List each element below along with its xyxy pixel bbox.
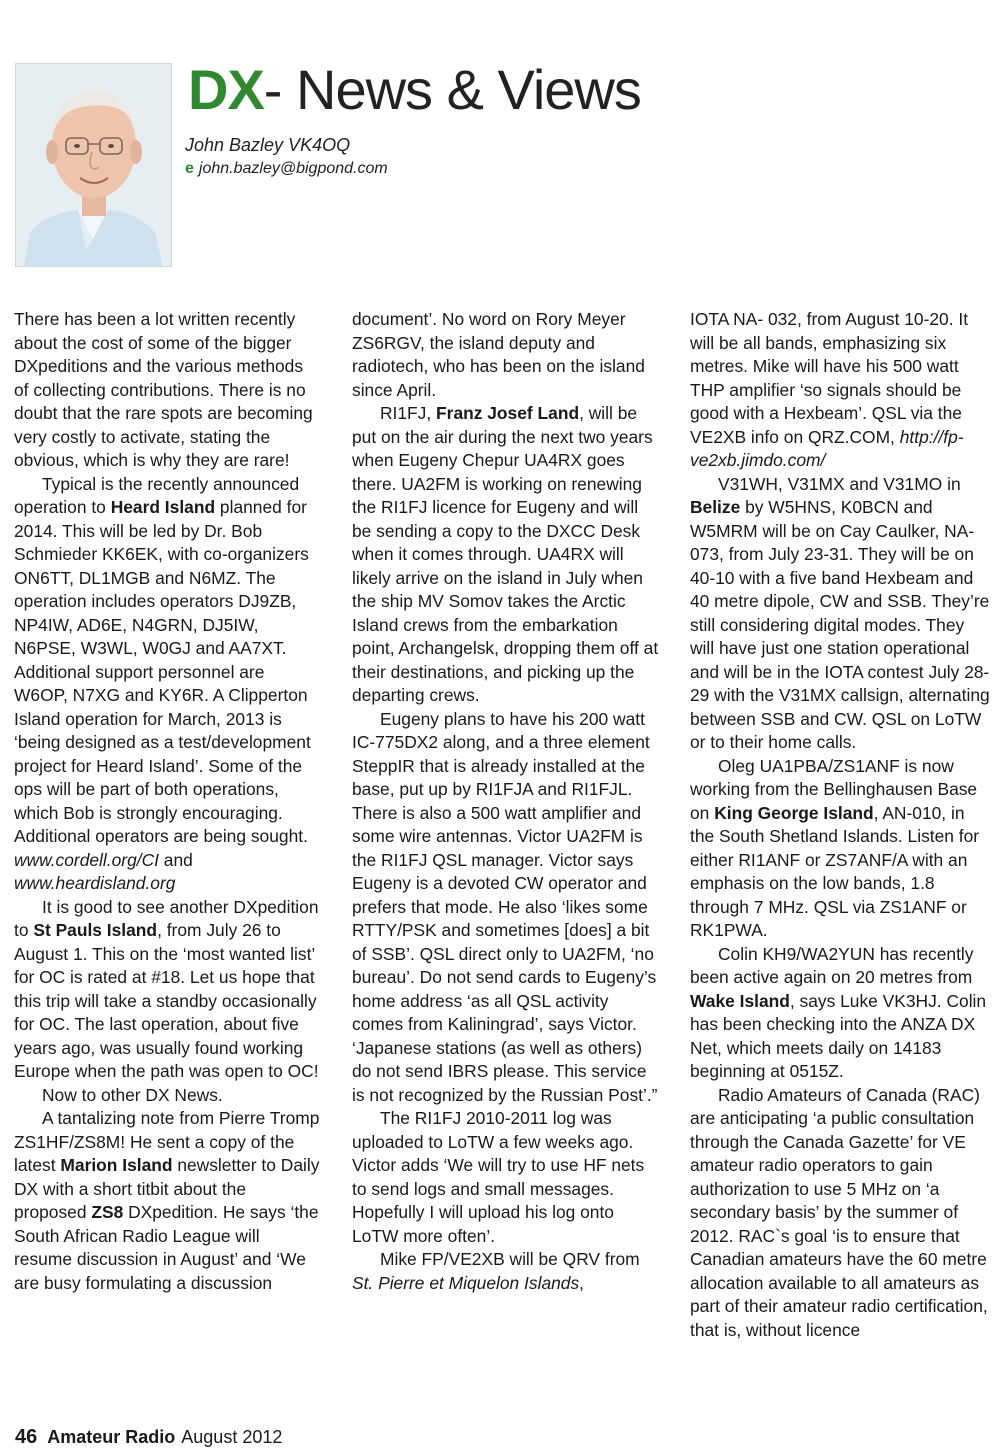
link-heardisland[interactable]: www.heardisland.org [14,873,176,893]
paragraph: RI1FJ, Franz Josef Land, will be put on the air during the next two years when Eugeny Chepur UA4RX goes there. UA2FM is working on renewing the RI1FJ licence for Eugeny and will be sending a copy to the DXCC Desk when it comes through. UA4RX will likely arrive on the island in July when the ship MV Somov takes the Arctic Island crews from the embarkation point, Archangelsk, dropping them off at their destinations, and picking up the departing crews. [352,403,659,705]
paragraph: Now to other DX News. [42,1084,223,1105]
page-footer [15,1426,282,1449]
author-portrait-image [16,64,171,266]
highlight-st-pierre: St. Pierre et Miquelon Islands [352,1272,580,1293]
highlight-wake-island: Wake Island [690,990,790,1011]
paragraph: Oleg UA1PBA/ZS1ANF is now working from the Bellinghausen Base on King George Island, AN-010, in the South Shetland Islands. Listen for either RI1ANF or ZS7ANF/A with an emphasis on the low bands, 1.8 through 7 MHz. QSL via ZS1ANF or RK1PWA. [690,755,980,940]
paragraph: A tantalizing note from Pierre Tromp ZS1HF/ZS8M! He sent a copy of the latest Marion Island newsletter to Daily DX with a short titbit about the proposed ZS8 DXpedition. He says ‘the South African Radio League will resume discussion in August’ and ‘We are busy formulating a discussion [14,1108,320,1293]
article-column-1 [14,308,322,1295]
highlight-marion-island: Marion Island [60,1155,173,1175]
title-dx: DX [188,58,264,121]
paragraph: Eugeny plans to have his 200 watt IC-775DX2 along, and a three element SteppIR that is already installed at the base, put up by RI1FJA and RI1FJL. There is also a 500 watt amplifier and some wire antennas. Victor UA2FM is the RI1FJ QSL manager. Victor says Eugeny is a devoted CW operator and prefers that mode. He also ‘likes some RTTY/PSK and sometimes [does] a bit of SSB’. QSL direct only to UA2FM, ‘no bureau’. Do not send cards to Eugeny’s home address ‘as all QSL activity comes from Kaliningrad’, says Victor. ‘Japanese stations (as well as others) do not send IBRS please. This service is not recognized by the Russian Post’.” [352,708,658,1105]
article-column-2 [352,308,660,1295]
highlight-king-george-island: King George Island [714,802,874,823]
paragraph: V31WH, V31MX and V31MO in Belize by W5HNS, K0BCN and W5MRM will be on Cay Caulker, NA-073, from July 23-31. They will be on 40-10 with a five band Hexbeam and 40 metre dipole, CW and SSB. They’re still considering digital modes. They will have just one station operational and will be in the IOTA contest July 28-29 with the V31MX callsign, alternating between SSB and CW. QSL on LoTW or to their home calls. [690,473,990,752]
highlight-st-pauls-island: St Pauls Island [33,920,158,940]
email-label: e [185,160,194,177]
page-number: 46 [15,1426,38,1448]
paragraph: Mike FP/VE2XB will be QRV from St. Pierre et Miquelon Islands, [352,1249,640,1293]
link-jimdo[interactable]: http://fp-ve2xb.jimdo.com/ [690,426,964,470]
author-name: John Bazley VK4OQ [185,135,351,155]
paragraph: Typical is the recently announced operation to Heard Island planned for 2014. This will be led by Dr. Bob Schmieder KK6EK, with co-organizers ON6TT, DL1MGB and N6MZ. The operation includes operators DJ9ZB, NP4IW, AD6E, N4GRN, DJ5IW, N6PSE, W3WL, W0GJ and AA7XT. Additional support personnel are W6OP, N7XG and KY6R. A Clipperton Island operation for March, 2013 is ‘being designed as a test/development project for Heard Island’. Some of the ops will be part of both operations, which Bob is strongly encouraging. Additional operators are being sought. www.cordell.org/CI and www.heardisland.org [14,473,311,893]
article-column-3 [690,308,990,1342]
issue-date: August 2012 [181,1427,283,1447]
page-title [188,54,641,126]
author-email[interactable]: john.bazley@bigpond.com [198,160,388,177]
title-rest: - News & Views [263,58,641,121]
link-cordell[interactable]: www.cordell.org/CI [14,849,159,870]
paragraph: Radio Amateurs of Canada (RAC) are anticipating ‘a public consultation through the Canada Gazette’ for VE amateur radio operators to gain authorization to use 5 MHz on ‘a secondary basis’ by the summer of 2012. RAC`s goal ‘is to ensure that Canadian amateurs have the 60 metre allocation available to all amateurs as part of their amateur radio certification, that is, without licence [690,1084,988,1340]
paragraph: document’. No word on Rory Meyer ZS6RGV, the island deputy and radiotech, who has been on the island since April. [352,309,645,400]
highlight-franz-josef-land: Franz Josef Land [436,403,580,423]
highlight-belize: Belize [690,497,741,517]
paragraph: It is good to see another DXpedition to St Pauls Island, from July 26 to August 1. This on the ‘most wanted list’ for OC is rated at #18. Let us hope that this trip will take a standby occasionally for OC. The last operation, about five years ago, was usually found working Europe when the path was open to OC! [14,896,319,1081]
paragraph: Colin KH9/WA2YUN has recently been active again on 20 metres from Wake Island, says Luke VK3HJ. Colin has been checking into the ANZA DX Net, which meets daily on 14183 beginning at 0515Z. [690,943,987,1081]
author-photo [15,63,172,267]
highlight-zs8: ZS8 [91,1202,124,1222]
paragraph: IOTA NA- 032, from August 10-20. It will be all bands, emphasizing six metres. Mike will have his 500 watt THP amplifier ‘so signals should be good with a Hexbeam’. QSL via the VE2XB info on QRZ.COM, http://fp-ve2xb.jimdo.com/ [690,309,969,470]
author-email-line [185,160,388,178]
paragraph: There has been a lot written recently about the cost of some of the bigger DXpeditions and the various methods of collecting contributions. There is no doubt that the rare spots are becoming very costly to activate, stating the obvious, which is why they are rare! [14,309,313,470]
highlight-heard-island: Heard Island [110,497,216,517]
paragraph: The RI1FJ 2010-2011 log was uploaded to LoTW a few weeks ago. Victor adds ‘We will try to use HF nets to send logs and small messages. Hopefully I will upload his log onto LoTW more often’. [352,1108,645,1246]
magazine-name: Amateur Radio [47,1427,176,1447]
